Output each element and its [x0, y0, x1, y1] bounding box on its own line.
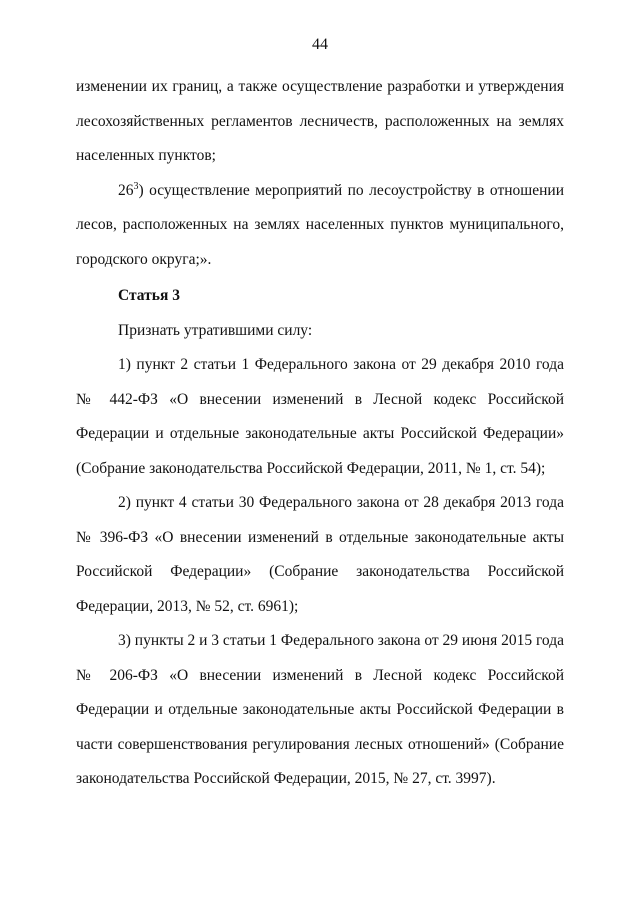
article-3-heading: Статья 3 [118, 287, 180, 304]
article-3-intro: Признать утратившими силу: [118, 321, 313, 339]
page-number: 44 [312, 36, 328, 53]
repeal-item-3: 3) пункты 2 и 3 статьи 1 Федерального закона от 29 июня 2015 года № 206-ФЗ «О внесении изменений в Лесной кодекс Российской Федерации и отдельные законодательные акты Российской Федерации в части совершенствования регулирования лесных отношений» (Собрание законодательства Российской Федерации, 2015, № 27, ст. 3997). [76, 632, 564, 787]
continuation-paragraph: изменении их границ, а также осуществление разработки и утверждения лесохозяйственных регламентов лесничеств, расположенных на землях населенных пунктов; [76, 78, 564, 164]
repeal-item-2: 2) пункт 4 статьи 30 Федерального закона от 28 декабря 2013 года № 396-ФЗ «О внесении изменений в отдельные законодательные акты Российской Федерации» (Собрание законодательства Российской Федерации, 2013, № 52, ст. 6961); [76, 494, 564, 615]
item-superscript: 3 [133, 180, 139, 192]
item-text: ) осуществление мероприятий по лесоустройству в отношении лесов, расположенных на землях населенных пунктов муниципального, городского округа;». [76, 181, 564, 268]
document-body [76, 70, 564, 797]
item-number: 26 [118, 181, 134, 199]
item-26-3-paragraph [76, 174, 564, 278]
repeal-item-1: 1) пункт 2 статьи 1 Федерального закона от 29 декабря 2010 года № 442-ФЗ «О внесении изменений в Лесной кодекс Российской Федерации и отдельные законодательные акты Российской Федерации» (Собрание законодательства Российской Федерации, 2011, № 1, ст. 54); [76, 356, 564, 477]
